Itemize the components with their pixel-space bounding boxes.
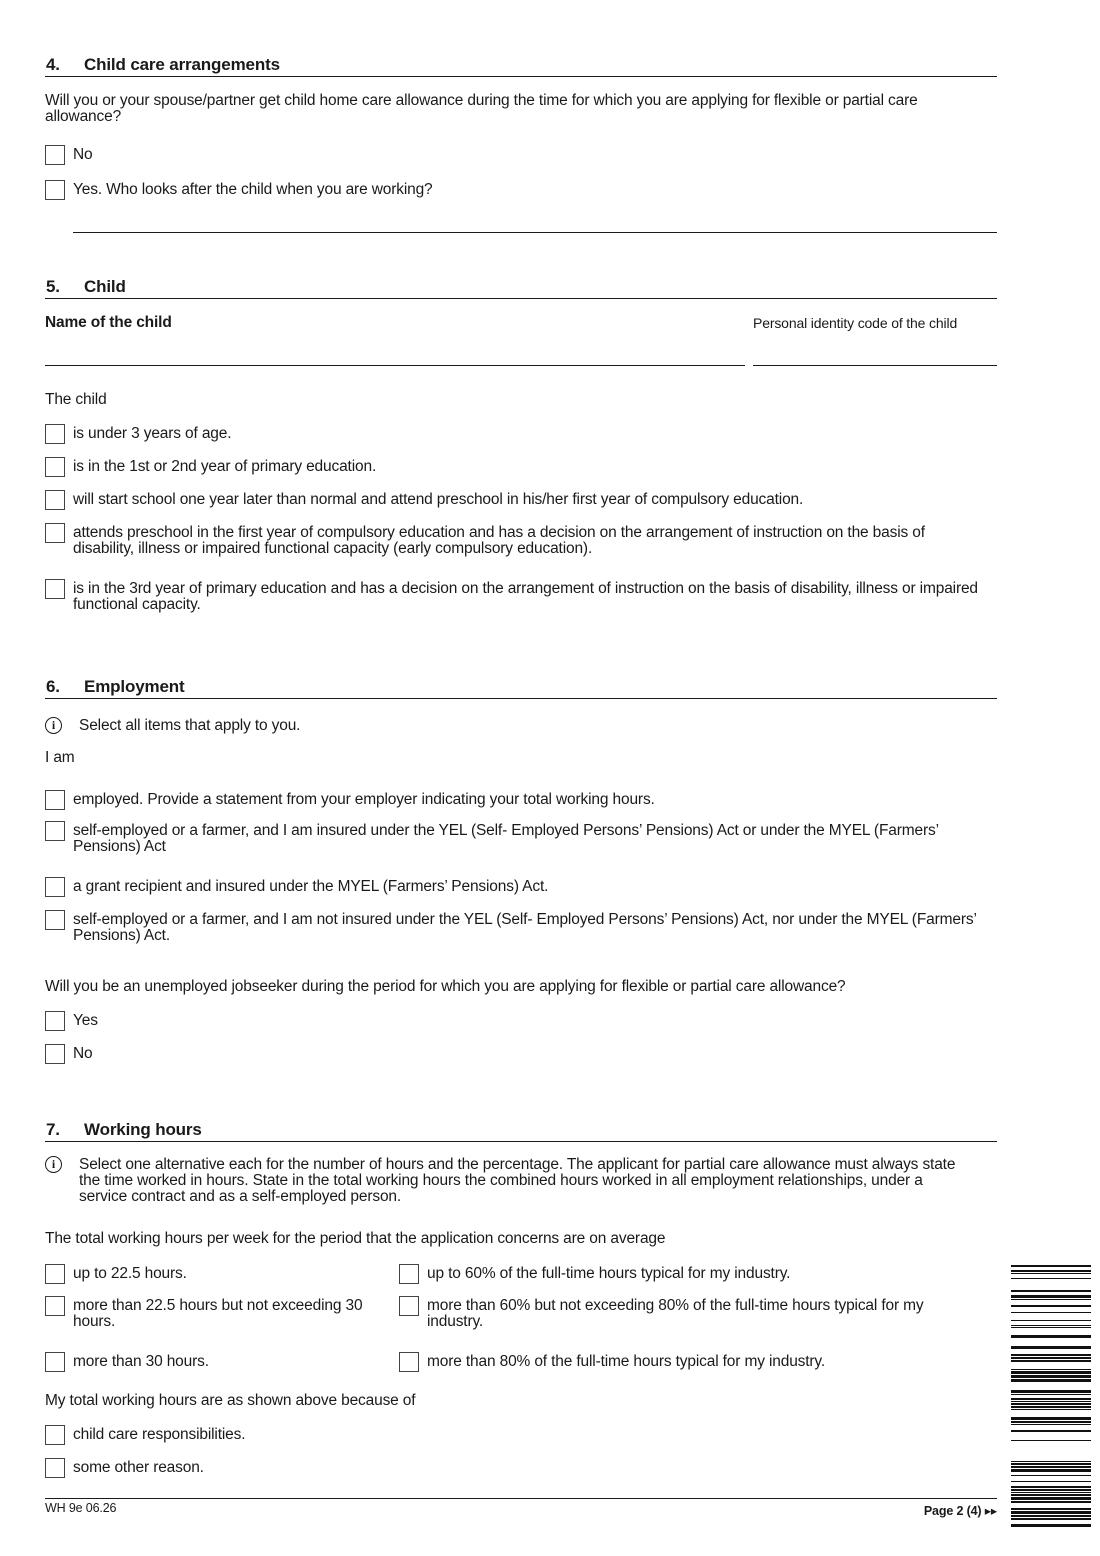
checkbox[interactable] <box>45 424 65 444</box>
barcode-bar <box>1011 1278 1091 1279</box>
barcode-bar <box>1011 1518 1091 1520</box>
barcode-bar <box>1011 1494 1091 1496</box>
child-pic-label: Personal identity code of the child <box>753 315 958 331</box>
barcode-bar <box>1011 1421 1091 1423</box>
checkbox[interactable] <box>399 1352 419 1372</box>
barcode-bar <box>1011 1390 1091 1393</box>
barcode <box>1011 1265 1091 1527</box>
barcode-bar <box>1011 1508 1091 1510</box>
barcode-bar <box>1011 1489 1091 1491</box>
barcode-bar <box>1011 1424 1091 1425</box>
section-heading: 5. Child <box>45 276 997 299</box>
section-heading: 7. Working hours <box>45 1119 997 1142</box>
barcode-bar <box>1011 1325 1091 1326</box>
barcode-bar <box>1011 1375 1091 1378</box>
child-pic-input-line[interactable] <box>753 365 997 366</box>
child-name-input-line[interactable] <box>45 365 745 366</box>
barcode-bar <box>1011 1430 1091 1432</box>
barcode-bar <box>1011 1394 1091 1395</box>
page-number: Page 2 (4) ▸▸ <box>923 1504 997 1518</box>
checkbox[interactable] <box>399 1296 419 1316</box>
barcode-bar <box>1011 1403 1091 1405</box>
checkbox[interactable] <box>45 145 65 165</box>
barcode-bar <box>1011 1511 1091 1514</box>
barcode-bar <box>1011 1346 1091 1349</box>
barcode-bar <box>1011 1305 1091 1307</box>
barcode-bar <box>1011 1320 1091 1321</box>
checkbox[interactable] <box>45 457 65 477</box>
checkbox[interactable] <box>45 1425 65 1445</box>
section-child <box>45 276 997 299</box>
barcode-bar <box>1011 1486 1091 1488</box>
barcode-bar <box>1011 1335 1091 1338</box>
barcode-bar <box>1011 1515 1091 1517</box>
barcode-bar <box>1011 1417 1091 1420</box>
barcode-bar <box>1011 1273 1091 1274</box>
barcode-bar <box>1011 1461 1091 1462</box>
barcode-bar <box>1011 1312 1091 1313</box>
checkbox[interactable] <box>45 910 65 930</box>
barcode-bar <box>1011 1327 1091 1328</box>
barcode-bar <box>1011 1371 1091 1374</box>
barcode-bar <box>1011 1401 1091 1402</box>
form-code: WH 9e 06.26 <box>45 1501 117 1515</box>
child-name-label: Name of the child <box>45 314 172 331</box>
section-working-hours <box>45 1119 997 1142</box>
barcode-bar <box>1011 1369 1091 1370</box>
checkbox[interactable] <box>45 790 65 810</box>
checkbox[interactable] <box>399 1264 419 1284</box>
checkbox[interactable] <box>45 877 65 897</box>
barcode-bar <box>1011 1295 1091 1298</box>
checkbox[interactable] <box>45 1352 65 1372</box>
section-heading: 6. Employment <box>45 676 997 699</box>
because-label: My total working hours are as shown above because of <box>45 1392 416 1409</box>
barcode-bar <box>1011 1357 1091 1359</box>
barcode-bar <box>1011 1501 1091 1503</box>
page-footer <box>45 1498 997 1518</box>
barcode-bar <box>1011 1440 1091 1441</box>
barcode-bar <box>1011 1354 1091 1356</box>
checkbox[interactable] <box>45 1296 65 1316</box>
barcode-bar <box>1011 1290 1091 1292</box>
checkbox[interactable] <box>45 490 65 510</box>
checkbox[interactable] <box>45 1264 65 1284</box>
barcode-bar <box>1011 1475 1091 1476</box>
info-icon: i <box>45 717 62 734</box>
i-am-label: I am <box>45 749 75 766</box>
barcode-bar <box>1011 1270 1091 1272</box>
barcode-bar <box>1011 1469 1091 1472</box>
checkbox[interactable] <box>45 1458 65 1478</box>
barcode-bar <box>1011 1299 1091 1300</box>
checkbox[interactable] <box>45 180 65 200</box>
checkbox[interactable] <box>45 523 65 543</box>
checkbox[interactable] <box>45 821 65 841</box>
barcode-bar <box>1011 1360 1091 1362</box>
barcode-bar <box>1011 1265 1091 1267</box>
hours-lead: The total working hours per week for the period that the application concerns are on average <box>45 1230 666 1247</box>
barcode-bar <box>1011 1398 1091 1400</box>
barcode-bar <box>1011 1492 1091 1493</box>
barcode-bar <box>1011 1524 1091 1527</box>
info-icon: i <box>45 1156 62 1173</box>
child-care-question: Will you or your spouse/partner get child home care allowance during the time for which you are applying for flexible or partial care allowance? <box>45 92 918 125</box>
barcode-bar <box>1011 1406 1091 1408</box>
section-child-care <box>45 54 997 77</box>
barcode-bar <box>1011 1481 1091 1482</box>
barcode-bar <box>1011 1379 1091 1382</box>
barcode-bar <box>1011 1409 1091 1410</box>
checkbox[interactable] <box>45 579 65 599</box>
checkbox[interactable] <box>45 1044 65 1064</box>
barcode-bar <box>1011 1466 1091 1468</box>
barcode-bar <box>1011 1497 1091 1500</box>
caretaker-input-line[interactable] <box>73 232 997 233</box>
section-heading: 4. Child care arrangements <box>45 54 997 77</box>
checkbox[interactable] <box>45 1011 65 1031</box>
jobseeker-question: Will you be an unemployed jobseeker during the period for which you are applying for flexible or partial care allowance? <box>45 978 846 995</box>
section-employment <box>45 676 997 699</box>
the-child-label: The child <box>45 391 107 408</box>
barcode-bar <box>1011 1463 1091 1465</box>
